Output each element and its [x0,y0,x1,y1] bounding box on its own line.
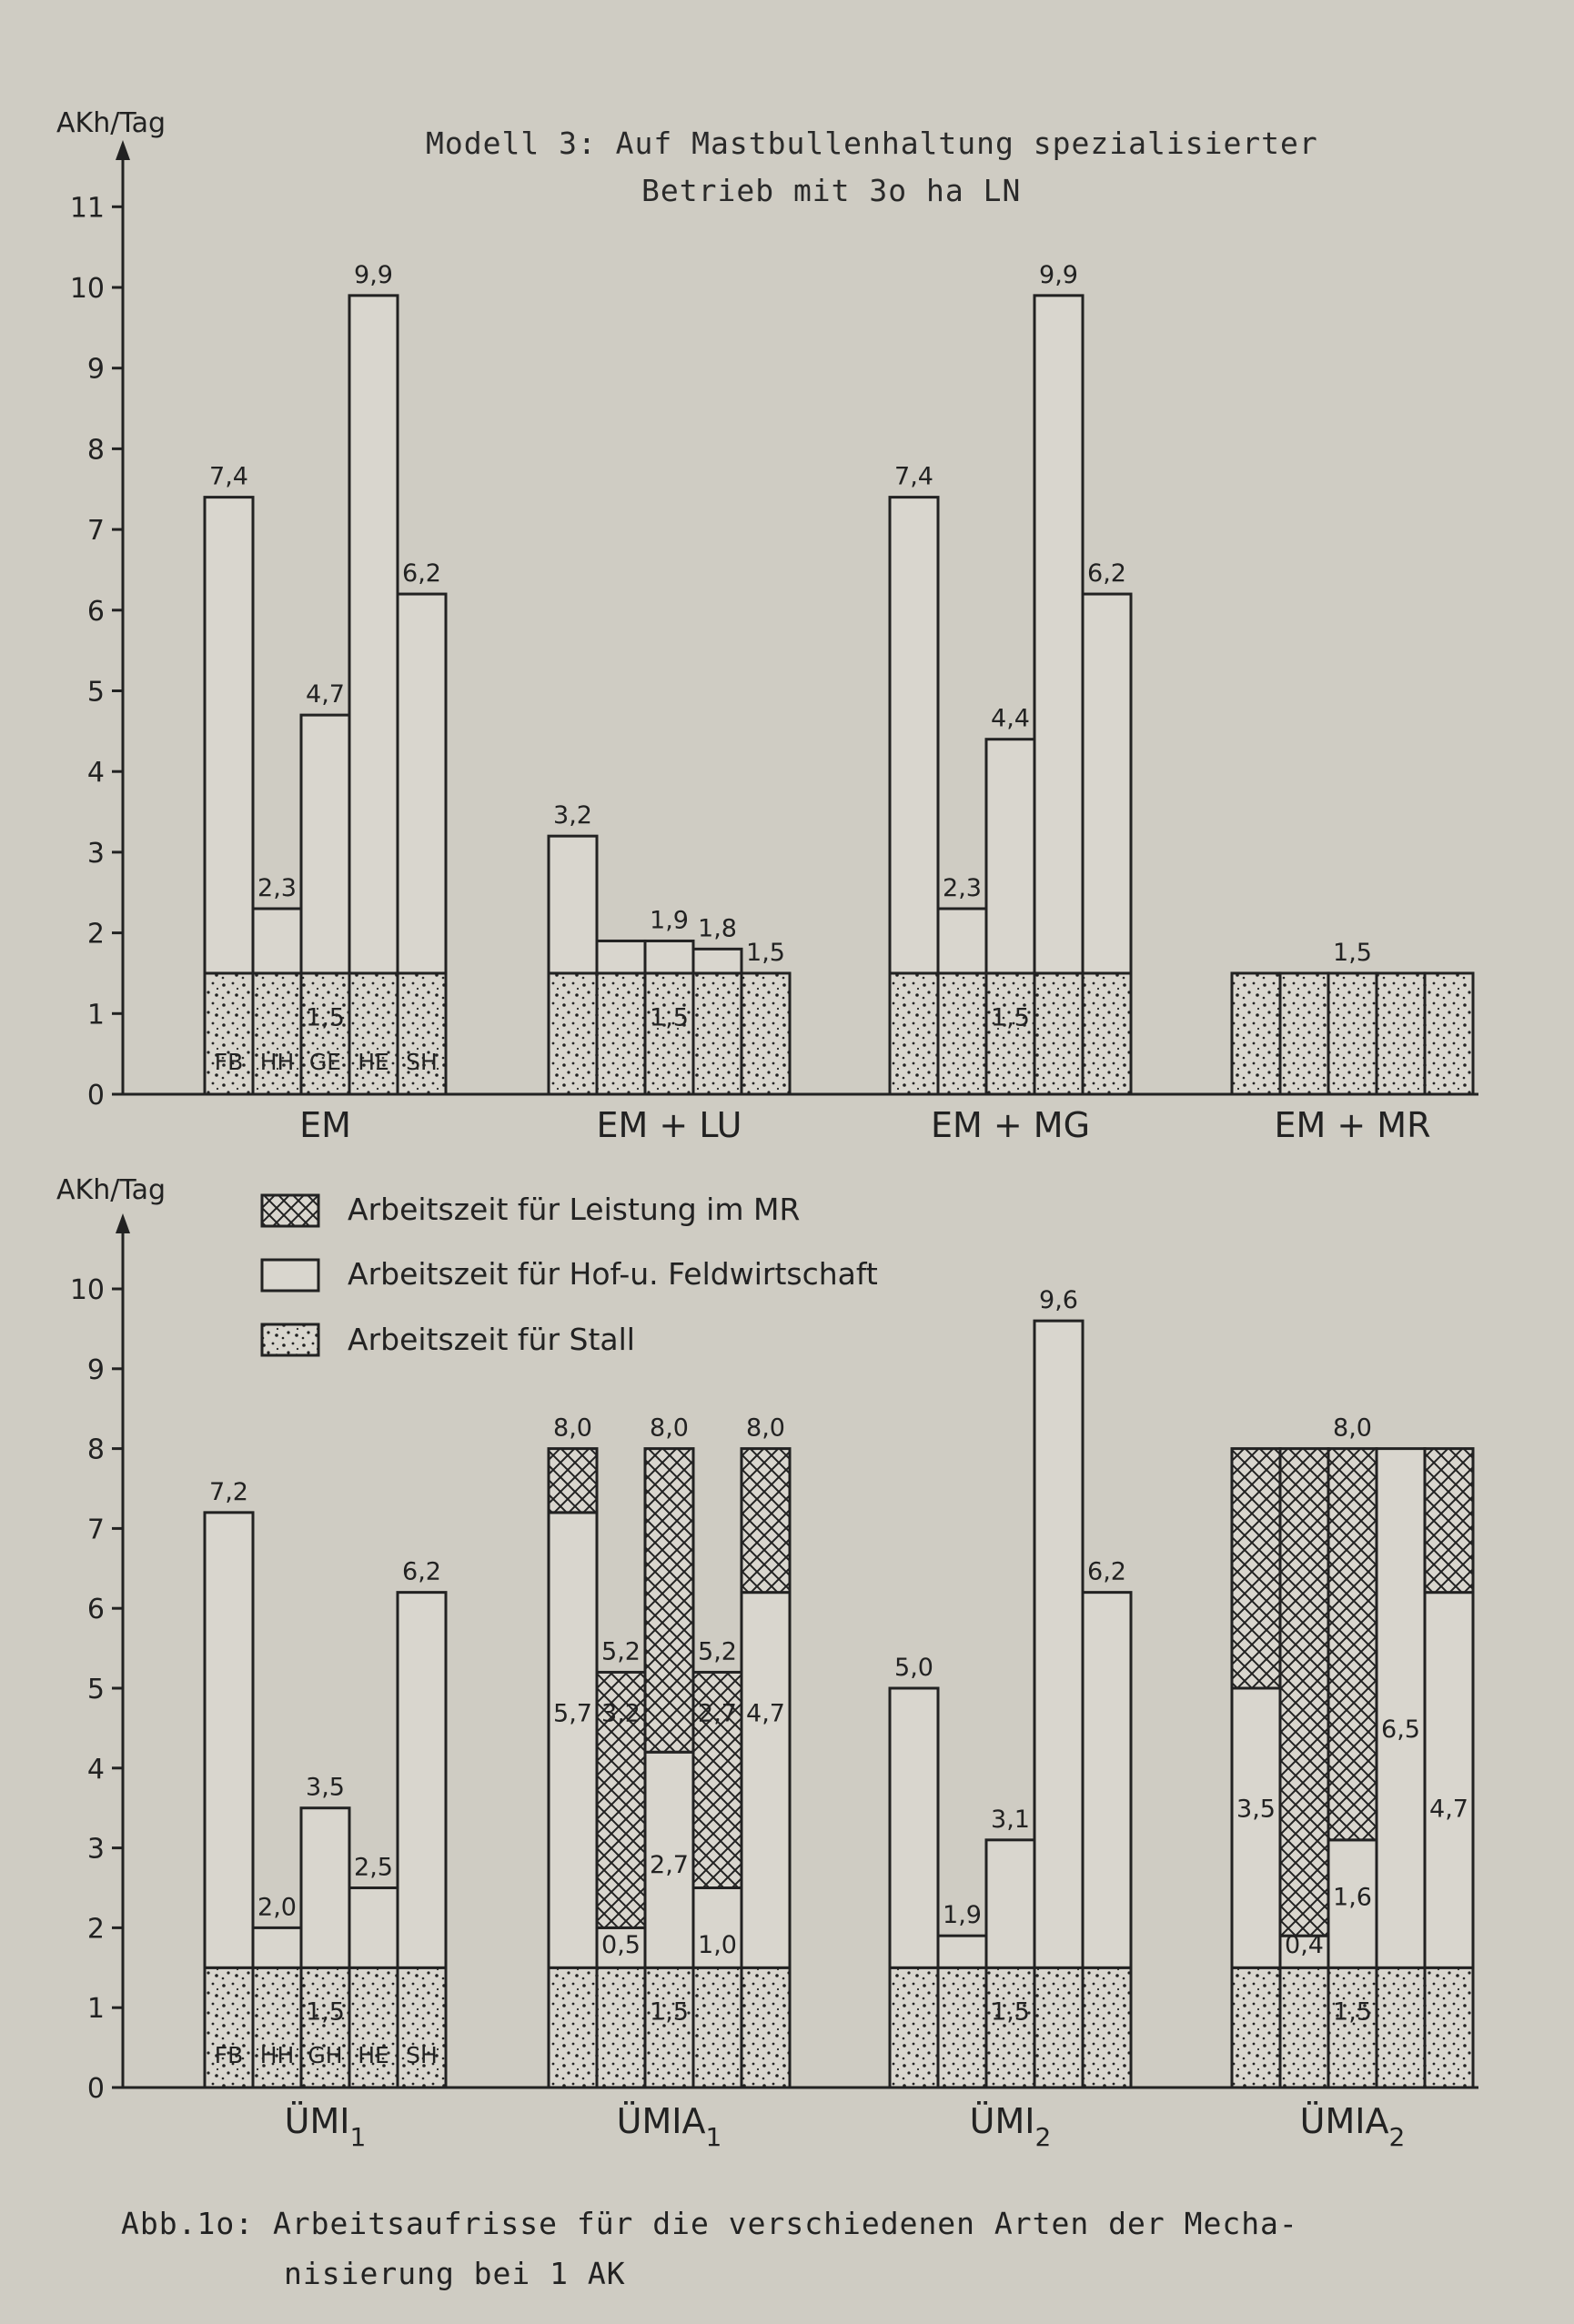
y-tick-label: 10 [69,1274,105,1306]
bar-stall [1034,973,1083,1094]
bar-hof [1034,296,1083,973]
group-label: EM + LU [596,1105,742,1145]
bar-inner-label: 3,5 [1236,1795,1276,1824]
y-tick-label: 2 [86,918,105,951]
stall-value-label: 1,5 [991,1003,1030,1032]
bar-value-label: 7,4 [894,462,933,491]
bar-value-label: 1,5 [1333,938,1372,967]
y-tick-label: 7 [86,515,105,548]
bar-value-label: 5,2 [698,1637,737,1666]
group-label-subscript: 2 [1034,2122,1052,2152]
bar-value-label: 3,5 [306,1773,345,1802]
bar-stall [645,1967,693,2088]
chart-panel-top [56,107,1478,1145]
group-label-subscript: 2 [1388,2122,1406,2152]
y-tick-label: 11 [69,192,105,225]
bar-value-label: 1,9 [943,1901,982,1930]
bar-stall [398,973,446,1094]
bar-value-label: 2,3 [943,873,982,902]
legend-label-hof: Arbeitszeit für Hof-u. Feldwirtschaft [348,1256,878,1292]
y-tick-label: 3 [86,1833,105,1866]
bar-hof [986,1840,1034,1967]
bar-stall [597,973,645,1094]
bar-value-label: 6,2 [402,559,441,589]
bar-hof [938,909,986,973]
bar-value-label: 6,2 [1087,559,1126,589]
bar-stall [742,1967,790,2088]
y-tick-label: 5 [86,1674,105,1705]
y-tick-label: 5 [86,676,105,709]
bar-hof [693,949,742,973]
bar-stall [1328,1967,1377,2088]
bar-inner-label: 6,5 [1381,1715,1420,1744]
bar-stall [549,1967,597,2088]
bar-mr [1328,1449,1377,1840]
group-label: $ÜMI_2$ [969,2101,1052,2152]
bar-value-label: 1,5 [746,938,785,967]
bar-category-label: FB [214,2042,244,2068]
bar-mr [1232,1449,1280,1688]
y-tick-label: 2 [86,1913,105,1946]
y-tick-label: 3 [86,837,105,870]
bar-hof [742,1593,790,1968]
bar-stall [1377,1967,1425,2088]
bar-stall [253,973,301,1094]
bar-value-label: 7,2 [209,1477,248,1506]
y-tick-label: 10 [69,273,105,305]
stall-value-label: 1,5 [650,1003,689,1032]
bar-stall [349,1967,398,2088]
bar-stall [597,1967,645,2088]
legend-label-mr: Arbeitszeit für Leistung im MR [348,1192,801,1227]
bar-stall [398,1967,446,2088]
group-label: $ÜMIA_1$ [616,2101,722,2152]
bar-value-label: 9,6 [1039,1286,1078,1315]
bar-hof [1083,594,1131,973]
y-tick-label: 6 [86,1594,105,1626]
group-label-subscript: 1 [705,2122,722,2152]
bar-category-label: HE [358,2042,389,2068]
bar-hof [253,909,301,973]
bar-value-label: 2,5 [354,1853,393,1882]
group-label: EM [299,1105,351,1145]
bar-stall [1328,973,1377,1094]
stall-value-label: 1,5 [991,1997,1030,2027]
bar-category-label: FB [214,1049,244,1075]
bar-hof [301,715,349,973]
bar-inner-label: 5,7 [553,1699,592,1728]
y-axis-arrow [116,1213,130,1233]
y-tick-label: 8 [86,434,105,467]
bar-inner-label: 2,7 [650,1851,689,1880]
bar-stall [549,973,597,1094]
stall-value-label: 1,5 [306,1997,345,2027]
bar-value-label: 4,7 [306,680,345,709]
bar-stall [301,973,349,1094]
bar-value-label: 5,0 [894,1654,933,1682]
y-tick-label: 4 [86,757,105,790]
legend-swatch-mr [262,1195,318,1226]
legend-label-stall: Arbeitszeit für Stall [348,1322,635,1357]
y-axis-arrow [116,140,130,160]
bar-hof [1425,1593,1473,1968]
legend [262,1192,878,1357]
bar-value-label: 9,9 [1039,260,1078,289]
bar-value-label: 7,4 [209,462,248,491]
bar-hof [301,1808,349,1968]
group-label-subscript: 1 [349,2122,367,2152]
bar-category-label: HH [259,1049,295,1075]
bar-mr [1280,1449,1328,1937]
y-tick-label: 9 [86,353,105,386]
y-tick-label: 0 [86,2073,105,2105]
group-label: $ÜMI_1$ [284,2101,367,2152]
bar-stall [693,973,742,1094]
bar-stall [1232,1967,1280,2088]
y-tick-label: 0 [86,1080,105,1112]
y-tick-label: 4 [86,1753,105,1786]
y-tick-label: 8 [86,1434,105,1466]
bar-value-label: 3,1 [991,1805,1030,1834]
bar-hof [986,739,1034,973]
bar-stall [1425,973,1473,1094]
bar-value-label: 5,2 [601,1637,641,1666]
bar-inner-label: 4,7 [746,1699,785,1728]
legend-swatch-stall [262,1324,318,1355]
chart-title-line-1: Modell 3: Auf Mastbullenhaltung spezialisierter [426,126,1318,161]
group-label: EM + MG [930,1105,1091,1145]
bar-hof [1377,1449,1425,1968]
bar-stall [205,1967,253,2088]
bar-value-label: 1,9 [650,906,689,935]
bar-category-label: SH [406,2042,438,2068]
bar-stall [1232,973,1280,1094]
bar-stall [1083,973,1131,1094]
bar-value-label: 8,0 [650,1414,689,1443]
bar-hof [938,1936,986,1967]
bar-inner-label: 1,6 [1333,1883,1372,1912]
bar-value-label: 6,2 [1087,1557,1126,1586]
bar-value-label: 6,2 [402,1557,441,1586]
bar-hof [890,1688,938,1967]
bar-stall [890,973,938,1094]
bar-category-label: GE [308,1049,342,1075]
bar-hof [549,1513,597,1967]
bar-value-label: 2,0 [257,1893,297,1922]
bar-category-label: GH [308,2042,343,2068]
bar-stall [349,973,398,1094]
bar-category-label: SH [406,1049,438,1075]
stall-value-label: 1,5 [1333,1997,1372,2027]
bar-stall [986,1967,1034,2088]
bar-hof [398,1593,446,1968]
bar-stall [1377,973,1425,1094]
bar-category-label: HE [358,1049,389,1075]
bar-value-label: 2,3 [257,873,297,902]
bar-stall [742,973,790,1094]
bar-category-label: HH [259,2042,295,2068]
bar-stall [253,1967,301,2088]
y-tick-label: 1 [86,1993,105,2026]
y-tick-label: 6 [86,595,105,628]
bar-hof [645,941,693,972]
bar-stall [301,1967,349,2088]
y-tick-label: 9 [86,1353,105,1386]
chart-title-line-2: Betrieb mit 3o ha LN [641,173,1022,208]
bar-hof [549,836,597,973]
bar-stall [986,973,1034,1094]
bar-value-label: 1,8 [698,914,737,943]
figure-caption-line-1: Abb.1o: Arbeitsaufrisse für die verschiedenen Arten der Mecha- [121,2206,1298,2241]
bar-value-label: 9,9 [354,260,393,289]
bar-hof [890,498,938,973]
bar-hof [1232,1688,1280,1967]
bar-stall [205,973,253,1094]
bar-value-label: 8,0 [553,1414,592,1443]
bar-stall [1083,1967,1131,2088]
bar-mr [549,1449,597,1513]
bar-stall [938,973,986,1094]
stall-value-label: 1,5 [306,1003,345,1032]
bar-stall [1280,973,1328,1094]
chart-panel-bottom [56,1174,1478,2152]
y-axis-label: AKh/Tag [56,107,166,139]
group-label: EM + MR [1274,1105,1431,1145]
group-label: $ÜMIA_2$ [1299,2101,1406,2152]
bar-inner-label: 4,7 [1429,1795,1468,1824]
bar-inner-label: 0,5 [601,1930,641,1959]
bar-hof [349,1888,398,1968]
bar-stall [1425,1967,1473,2088]
bar-hof [1083,1593,1131,1968]
bar-hof [349,296,398,973]
y-axis-label: AKh/Tag [56,1174,166,1206]
bar-stall [693,1967,742,2088]
bar-stall [938,1967,986,2088]
bar-value-label: 3,2 [553,801,592,830]
bar-value-label: 8,0 [1333,1414,1372,1443]
bar-mr [645,1449,693,1753]
bar-hof [398,594,446,973]
bar-inner-label: 0,4 [1285,1930,1324,1959]
bar-hof [1034,1321,1083,1967]
bar-inner-label: 2,7 [698,1699,737,1728]
bar-hof [205,498,253,973]
bar-mr [1425,1449,1473,1593]
bar-inner-label: 3,2 [601,1699,641,1728]
bar-hof [253,1927,301,1967]
bar-mr [742,1449,790,1593]
bar-stall [1280,1967,1328,2088]
bar-stall [645,973,693,1094]
bar-value-label: 4,4 [991,704,1030,733]
bar-hof [205,1513,253,1967]
y-tick-label: 7 [86,1514,105,1546]
bar-hof [597,941,645,972]
bar-stall [1034,1967,1083,2088]
bar-stall [890,1967,938,2088]
figure-caption-line-2: nisierung bei 1 AK [284,2256,626,2291]
legend-swatch-hof [262,1260,318,1291]
stall-value-label: 1,5 [650,1997,689,2027]
bar-inner-label: 1,0 [698,1930,737,1959]
bar-value-label: 8,0 [746,1414,785,1443]
y-tick-label: 1 [86,999,105,1031]
